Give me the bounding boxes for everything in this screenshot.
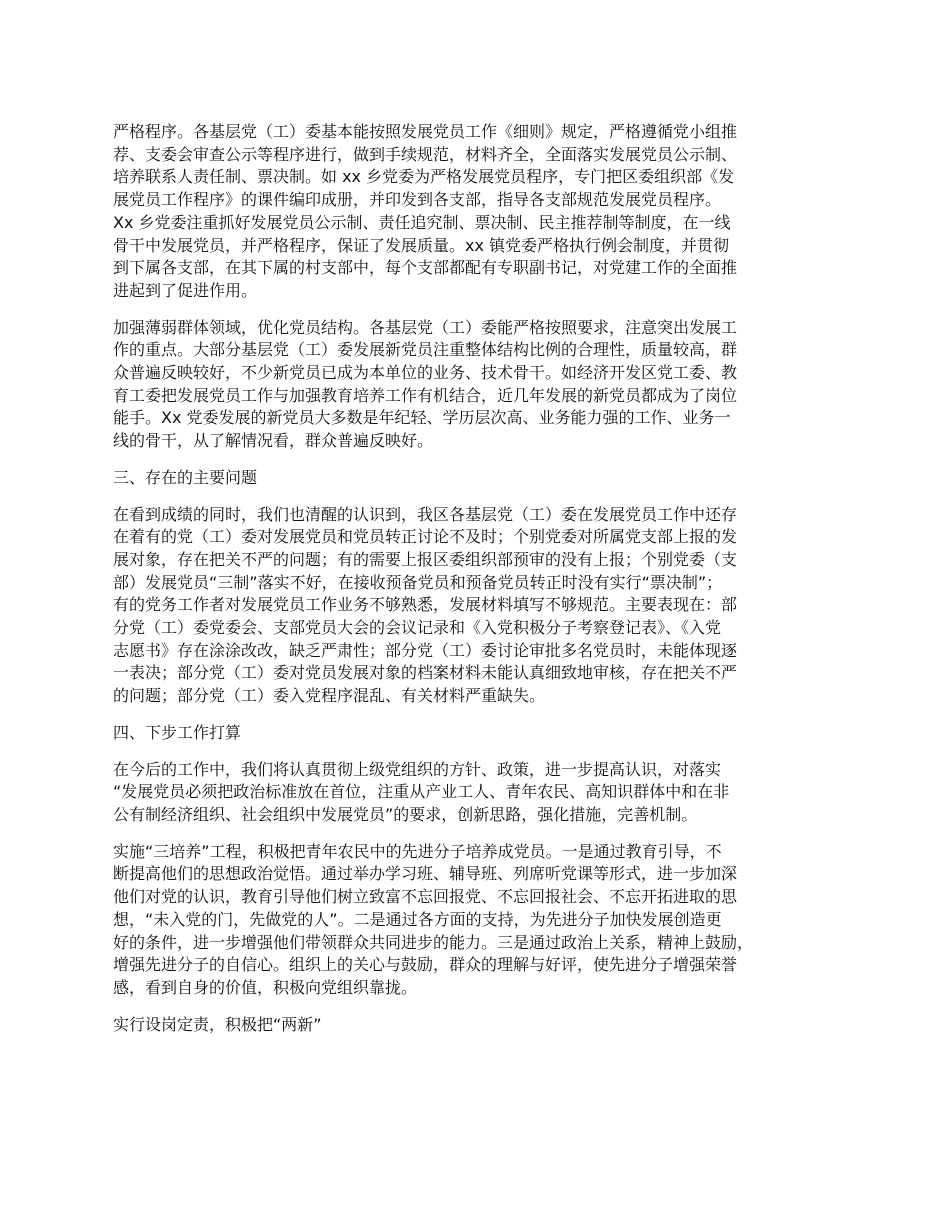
text-line: 的问题；部分党（工）委入党程序混乱、有关材料严重缺失。 bbox=[113, 686, 546, 706]
paragraph-post-responsibility bbox=[113, 1014, 858, 1037]
text-line: 部）发展党员“三制”落实不好，在接收预备党员和预备党员转正时没有实行“票决制”； bbox=[113, 572, 723, 592]
text-line: 增强先进分子的自信心。组织上的关心与鼓励，群众的理解与好评，使先进分子增强荣誉 bbox=[113, 955, 738, 975]
text-line: 实施“三培养”工程，积极把青年农民中的先进分子培养成党员。一是通过教育引导，不 bbox=[113, 841, 722, 861]
text-line: 展对象，存在把关不严的问题；有的需要上报区委组织部预审的没有上报；个别党委（支 bbox=[113, 549, 738, 569]
text-line: 一表决；部分党（工）委对党员发展对象的档案材料未能认真细致地审核，存在把关不严 bbox=[113, 663, 738, 683]
text-line: 分党（工）委党委会、支部党员大会的会议记录和《入党积极分子考察登记表》、《入党 bbox=[113, 618, 722, 638]
text-line: 有的党务工作者对发展党员工作业务不够熟悉，发展材料填写不够规范。主要表现在：部 bbox=[113, 595, 738, 615]
text-line: 严格程序。各基层党（工）委基本能按照发展党员工作《细则》规定，严格遵循党小组推 bbox=[113, 122, 738, 141]
text-line: 众普遍反映较好，不少新党员已成为本单位的业务、技术骨干。如经济开发区党工委、教 bbox=[113, 363, 738, 383]
text-line: 进起到了促进作用。 bbox=[113, 280, 258, 300]
paragraph-future-work bbox=[113, 759, 858, 827]
text-line: 能手。Xx 党委发展的新党员大多数是年纪轻、学历层次高、业务能力强的工作、业务一 bbox=[113, 408, 731, 428]
text-line: 志愿书》存在涂涂改改，缺乏严肃性；部分党（工）委讨论审批多名党员时，未能体现逐 bbox=[113, 640, 738, 660]
section-heading-problems bbox=[113, 467, 858, 490]
text-line: 断提高他们的思想政治觉悟。通过举办学习班、辅导班、列席听党课等形式，进一步加深 bbox=[113, 864, 738, 884]
text-line: 荐、支委会审查公示等程序进行，做到手续规范，材料齐全，全面落实发展党员公示制、 bbox=[113, 144, 738, 164]
paragraph-three-cultivation bbox=[113, 841, 858, 1000]
heading-text: 四、下步工作打算 bbox=[113, 722, 242, 742]
text-line: 在着有的党（工）委对发展党员和党员转正讨论不及时；个别党委对所属党支部上报的发 bbox=[113, 527, 738, 547]
document-body bbox=[113, 121, 858, 1050]
text-line: 感，看到自身的价值，积极向党组织靠拢。 bbox=[113, 977, 418, 997]
text-line: 加强薄弱群体领域，优化党员结构。各基层党（工）委能严格按照要求，注意突出发展工 bbox=[113, 317, 738, 337]
paragraph-optimize-structure bbox=[113, 317, 858, 453]
text-line: 公有制经济组织、社会组织中发展党员”的要求，创新思路，强化措施，完善机制。 bbox=[113, 804, 698, 824]
heading-text: 三、存在的主要问题 bbox=[113, 467, 258, 487]
text-line: 到下属各支部，在其下属的村支部中，每个支部都配有专职副书记，对党建工作的全面推 bbox=[113, 258, 738, 278]
text-line: 在看到成绩的同时，我们也清醒的认识到，我区各基层党（工）委在发展党员工作中还存 bbox=[113, 504, 738, 524]
text-line: 实行设岗定责，积极把“两新” bbox=[113, 1014, 322, 1034]
text-line: 他们对党的认识，教育引导他们树立致富不忘回报党、不忘回报社会、不忘开拓进取的思 bbox=[113, 887, 738, 907]
text-line: 培养联系人责任制、票决制。如 xx 乡党委为严格发展党员程序，专门把区委组织部《发 bbox=[113, 167, 735, 187]
text-line: 育工委把发展党员工作与加强教育培养工作有机结合，近几年发展的新党员都成为了岗位 bbox=[113, 385, 738, 405]
text-line: 想，“未入党的门，先做党的人”。二是通过各方面的支持，为先进分子加快发展创造更 bbox=[113, 909, 722, 929]
text-line: 作的重点。大部分基层党（工）委发展新党员注重整体结构比例的合理性，质量较高，群 bbox=[113, 340, 738, 360]
paragraph-problems bbox=[113, 504, 858, 708]
text-line: “发展党员必须把政治标准放在首位，注重从产业工人、青年农民、高知识群体中和在非 bbox=[113, 782, 730, 802]
text-line: 展党员工作程序》的课件编印成册，并印发到各支部，指导各支部规范发展党员程序。 bbox=[113, 190, 722, 210]
text-line: 骨干中发展党员，并严格程序，保证了发展质量。xx 镇党委严格执行例会制度，并贯彻 bbox=[113, 235, 730, 255]
text-line: 线的骨干，从了解情况看，群众普遍反映好。 bbox=[113, 431, 434, 451]
section-heading-next-steps bbox=[113, 722, 858, 745]
text-line: 好的条件，进一步增强他们带领群众共同进步的能力。三是通过政治上关系，精神上鼓励， bbox=[113, 932, 754, 952]
text-line: 在今后的工作中，我们将认真贯彻上级党组织的方针、政策，进一步提高认识，对落实 bbox=[113, 759, 722, 779]
paragraph-strict-procedure bbox=[113, 121, 858, 303]
text-line: Xx 乡党委注重抓好发展党员公示制、责任追究制、票决制、民主推荐制等制度，在一线 bbox=[113, 212, 731, 232]
